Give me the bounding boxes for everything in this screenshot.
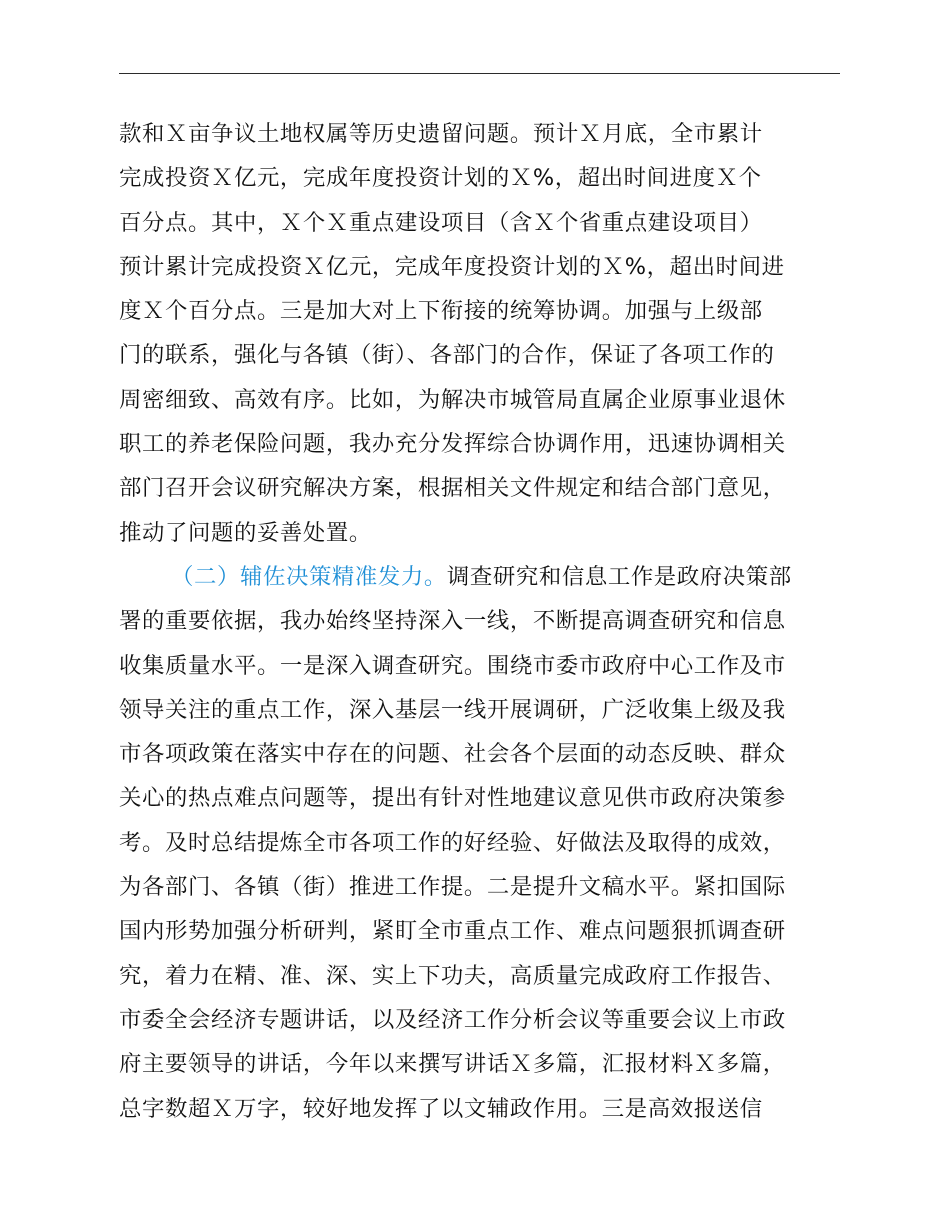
body-text [119, 112, 859, 1131]
text-line: 国内形势加强分析研判，紧盯全市重点工作、难点问题狠抓调查研 [119, 918, 786, 945]
text-line: 周密细致、高效有序。比如，为解决市城管局直属企业原事业退休 [119, 386, 786, 413]
text-line: 职工的养老保险问题，我办充分发挥综合协调作用，迅速协调相关 [119, 431, 786, 458]
text-line: 收集质量水平。一是深入调查研究。围绕市委市政府中心工作及市 [119, 652, 786, 679]
header-rule [119, 73, 840, 74]
text-line: 款和Ｘ亩争议土地权属等历史遗留问题。预计Ｘ月底，全市累计 [119, 121, 763, 147]
section-first-line [119, 555, 859, 599]
text-line: 部门召开会议研究解决方案，根据相关文件规定和结合部门意见， [119, 475, 786, 502]
text-line: 完成投资Ｘ亿元，完成年度投资计划的Ｘ%，超出时间进度Ｘ个 [119, 165, 762, 192]
section-heading: （二）辅佐决策精准发力。 [171, 563, 447, 590]
text-line: 考。及时总结提炼全市各项工作的好经验、好做法及取得的成效， [119, 829, 786, 856]
text-line: 为各部门、各镇（街）推进工作提。二是提升文稿水平。紧扣国际 [119, 874, 786, 901]
text-line: 推动了问题的妥善处置。 [119, 519, 372, 546]
text-line: 市各项政策在落实中存在的问题、社会各个层面的动态反映、群众 [119, 741, 786, 768]
text-line: 究，着力在精、准、深、实上下功夫，高质量完成政府工作报告、 [119, 962, 786, 989]
text-line: 总字数超Ｘ万字，较好地发挥了以文辅政作用。三是高效报送信 [119, 1095, 763, 1122]
text-line: 度Ｘ个百分点。三是加大对上下衔接的统筹协调。加强与上级部 [119, 298, 763, 325]
text-line: 市委全会经济专题讲话，以及经济工作分析会议等重要会议上市政 [119, 1006, 786, 1033]
text-line: 署的重要依据，我办始终坚持深入一线，不断提高调查研究和信息 [119, 608, 786, 635]
text-line: 关心的热点难点问题等，提出有针对性地建议意见供市政府决策参 [119, 785, 786, 812]
text-line: 府主要领导的讲话，今年以来撰写讲话Ｘ多篇，汇报材料Ｘ多篇， [119, 1051, 786, 1078]
text-line: 百分点。其中，Ｘ个Ｘ重点建设项目（含Ｘ个省重点建设项目） [119, 209, 763, 236]
text-line: 领导关注的重点工作，深入基层一线开展调研，广泛收集上级及我 [119, 696, 786, 723]
section-first-line-text: 调查研究和信息工作是政府决策部 [446, 563, 792, 590]
text-line: 预计累计完成投资Ｘ亿元，完成年度投资计划的Ｘ%，超出时间进 [119, 253, 785, 280]
text-line: 门的联系，强化与各镇（街）、各部门的合作，保证了各项工作的 [119, 342, 775, 369]
